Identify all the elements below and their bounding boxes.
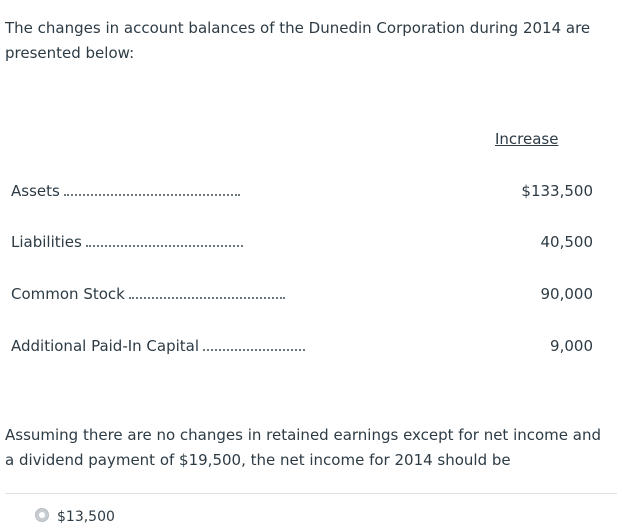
table-row-common-stock — [11, 285, 593, 307]
intro-text: The changes in account balances of the Dunedin Corporation during 2014 are presented below: — [5, 19, 591, 62]
table-row-liabilities — [11, 233, 593, 255]
answer-option[interactable] — [35, 509, 115, 529]
radio-button[interactable] — [35, 508, 49, 522]
row-label: Assets — [11, 182, 60, 200]
row-label: Additional Paid-In Capital — [11, 337, 200, 355]
leader-dots — [86, 243, 243, 247]
row-value: $133,500 — [521, 182, 593, 200]
row-label: Common Stock — [11, 285, 125, 303]
table-row-assets — [11, 182, 593, 204]
row-value: 40,500 — [540, 233, 593, 251]
divider — [5, 493, 617, 494]
increase-column-header: Increase — [495, 130, 559, 148]
leader-dots — [129, 295, 285, 299]
leader-dots — [64, 192, 240, 196]
table-row-additional-paid-in-capital — [11, 337, 593, 359]
question-text: Assuming there are no changes in retained earnings except for net income and a dividend payment of $19,500, the net income for 2014 should be — [5, 426, 602, 469]
answer-label: $13,500 — [57, 509, 115, 525]
row-value: 9,000 — [550, 337, 593, 355]
leader-dots — [203, 347, 305, 351]
row-label: Liabilities — [11, 233, 82, 251]
row-value: 90,000 — [540, 285, 593, 303]
